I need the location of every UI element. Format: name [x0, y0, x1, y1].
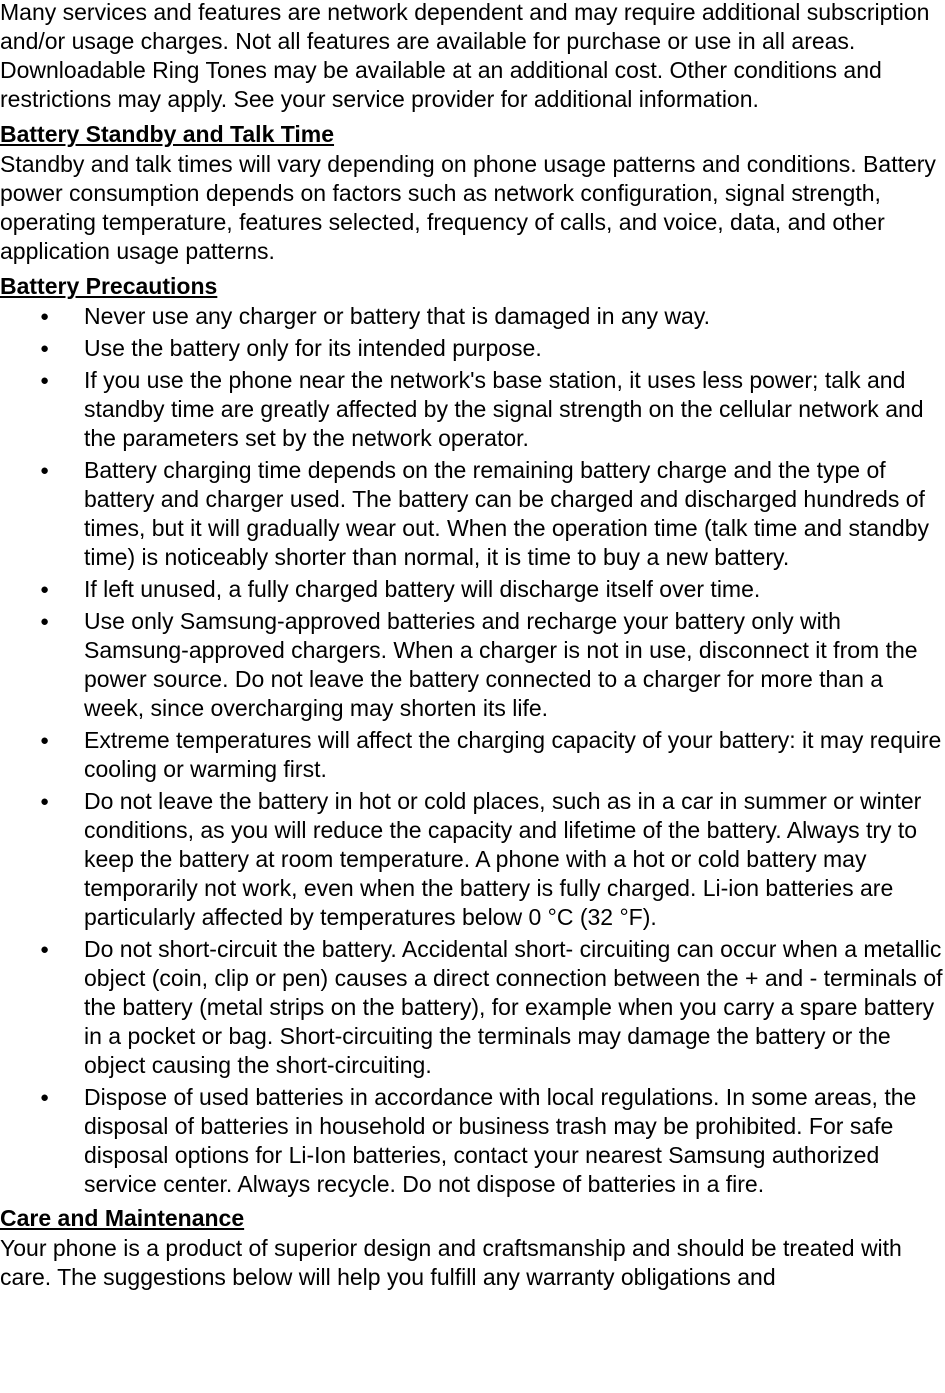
- list-item: [0, 334, 945, 363]
- list-item-text: Use only Samsung-approved batteries and recharge your battery only with Samsung-approved chargers. When a charger is not in use, disconnect it from the power source. Do not leave the battery connected to a charger for more than a week, since overcharging may shorten its life.: [84, 608, 918, 721]
- bullet-icon: ●: [40, 581, 50, 598]
- list-item: [0, 1083, 945, 1199]
- list-item: [0, 575, 945, 604]
- bullet-icon: ●: [40, 1089, 50, 1106]
- bullet-icon: ●: [40, 308, 50, 325]
- precautions-list: [0, 302, 945, 1199]
- bullet-icon: ●: [40, 793, 50, 810]
- care-heading: Care and Maintenance: [0, 1205, 245, 1231]
- list-item-text: Use the battery only for its intended purpose.: [84, 335, 542, 361]
- bullet-icon: ●: [40, 613, 50, 630]
- standby-paragraph: Standby and talk times will vary depending on phone usage patterns and conditions. Battery power consumption depends on factors such as network configuration, signal strength, operating temperature, features selected, frequency of calls, and voice, data, and other application usage patterns.: [0, 151, 936, 264]
- standby-heading: Battery Standby and Talk Time: [0, 121, 335, 147]
- bullet-icon: ●: [40, 462, 50, 479]
- list-item: [0, 726, 945, 784]
- bullet-icon: ●: [40, 340, 50, 357]
- care-paragraph: Your phone is a product of superior design and craftsmanship and should be treated with care. The suggestions below will help you fulfill any warranty obligations and: [0, 1235, 902, 1290]
- list-item: [0, 366, 945, 453]
- list-item-text: Battery charging time depends on the remaining battery charge and the type of battery and charger used. The battery can be charged and discharged hundreds of times, but it will gradually wear out. When the operation time (talk time and standby time) is noticeably shorter than normal, it is time to buy a new battery.: [84, 457, 930, 570]
- list-item: [0, 456, 945, 572]
- bullet-icon: ●: [40, 372, 50, 389]
- bullet-icon: ●: [40, 941, 50, 958]
- list-item-text: If left unused, a fully charged battery will discharge itself over time.: [84, 576, 761, 602]
- list-item: [0, 302, 945, 331]
- list-item-text: Dispose of used batteries in accordance with local regulations. In some areas, the disposal of batteries in household or business trash may be prohibited. For safe disposal options for Li-Ion batteries, contact your nearest Samsung authorized service center. Always recycle. Do not dispose of batteries in a fire.: [84, 1084, 917, 1197]
- precautions-heading: Battery Precautions: [0, 273, 218, 299]
- intro-paragraph: Many services and features are network dependent and may require additional subscription and/or usage charges. Not all features are available for purchase or use in all areas. Downloadable Ring Tones may be available at an additional cost. Other conditions and restrictions may apply. See your service provider for additional information.: [0, 0, 930, 112]
- list-item-text: Never use any charger or battery that is damaged in any way.: [84, 303, 711, 329]
- bullet-icon: ●: [40, 732, 50, 749]
- list-item-text: Extreme temperatures will affect the charging capacity of your battery: it may require cooling or warming first.: [84, 727, 942, 782]
- list-item: [0, 935, 945, 1080]
- list-item: [0, 787, 945, 932]
- list-item: [0, 607, 945, 723]
- list-item-text: If you use the phone near the network's base station, it uses less power; talk and standby time are greatly affected by the signal strength on the cellular network and the parameters set by the network operator.: [84, 367, 924, 451]
- list-item-text: Do not short-circuit the battery. Accidental short- circuiting can occur when a metallic object (coin, clip or pen) causes a direct connection between the + and - terminals of the battery (metal strips on the battery), for example when you carry a spare battery in a pocket or bag. Short-circuiting the terminals may damage the battery or the object causing the short-circuiting.: [84, 936, 943, 1078]
- list-item-text: Do not leave the battery in hot or cold places, such as in a car in summer or winter conditions, as you will reduce the capacity and lifetime of the battery. Always try to keep the battery at room temperature. A phone with a hot or cold battery may temporarily not work, even when the battery is fully charged. Li-ion batteries are particularly affected by temperatures below 0 °C (32 °F).: [84, 788, 922, 930]
